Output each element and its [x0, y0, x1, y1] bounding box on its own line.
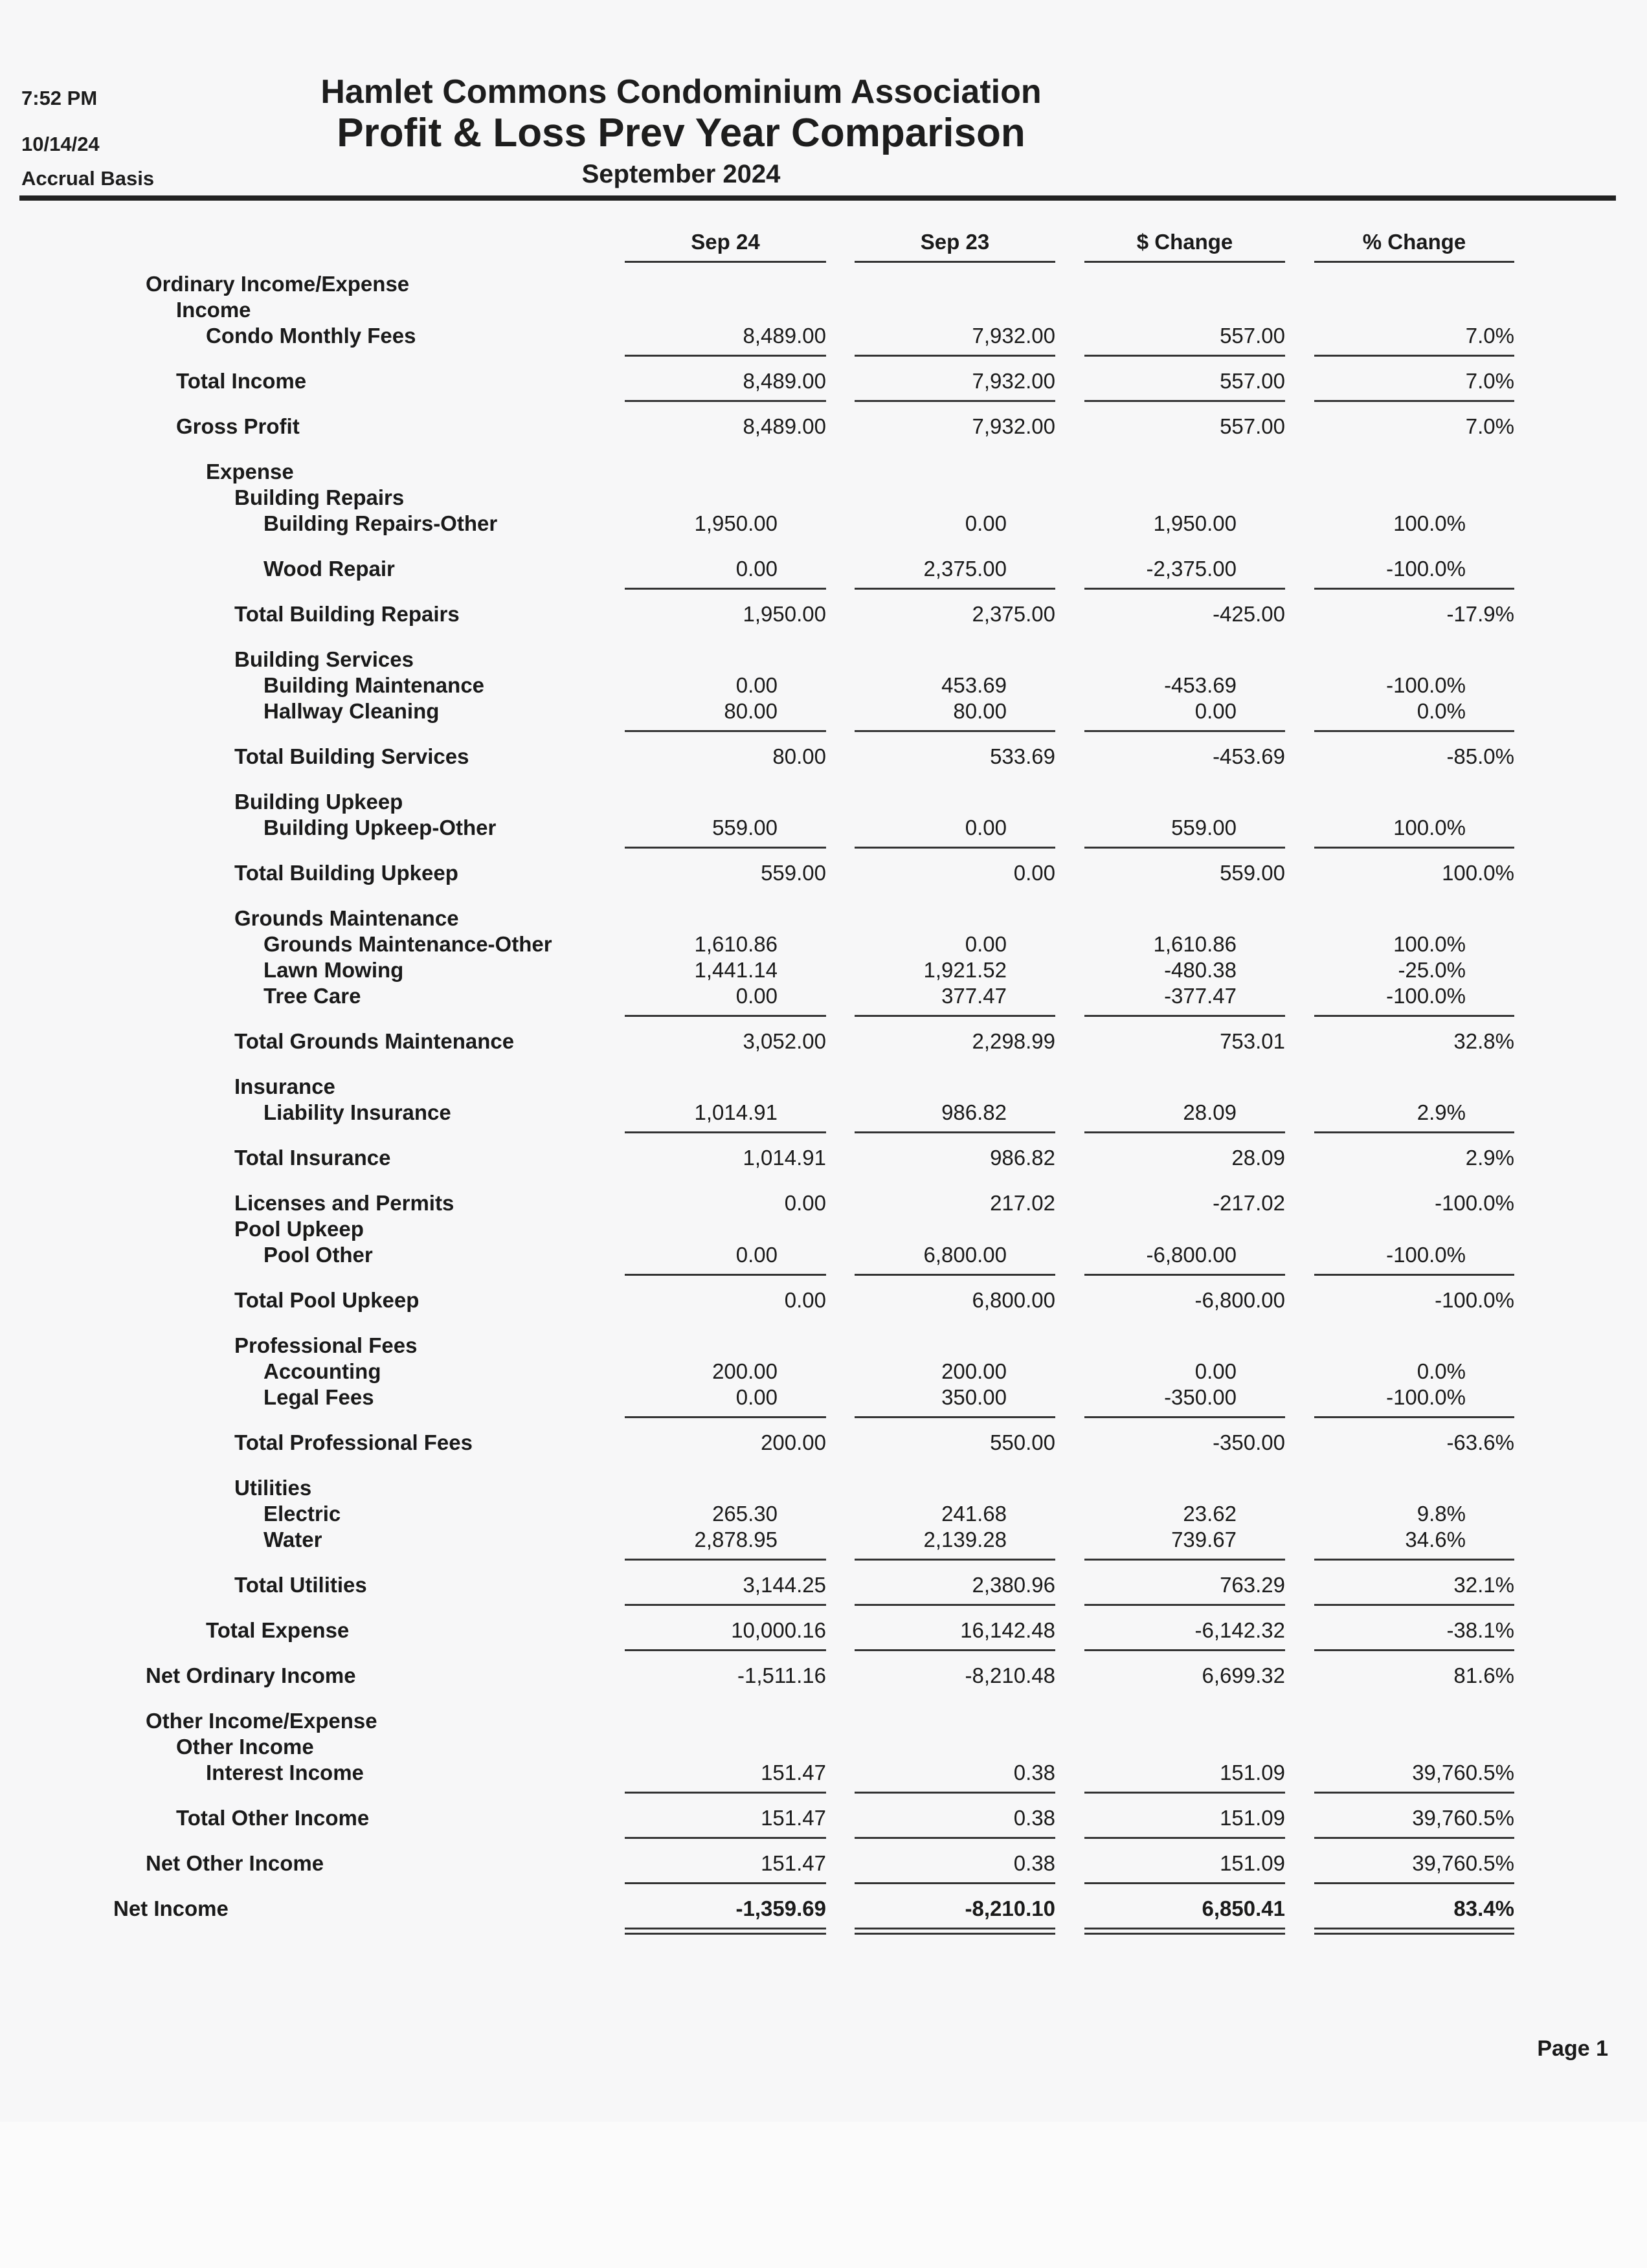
total-underline — [625, 400, 826, 402]
print-date: 10/14/24 — [21, 133, 100, 155]
cell-pct-change: 100.0% — [1393, 511, 1466, 535]
cell-dollar-change: 6,850.41 — [1202, 1896, 1285, 1920]
total-underline — [1314, 1416, 1514, 1418]
cell-sep23: 1,921.52 — [923, 958, 1007, 982]
cell-pct-change: -100.0% — [1386, 1385, 1466, 1409]
cell-sep23: 0.38 — [1013, 1806, 1055, 1830]
cell-sep23: 2,375.00 — [923, 557, 1007, 581]
row-label: Expense — [206, 460, 294, 484]
row-label: Building Maintenance — [263, 673, 485, 697]
total-underline — [625, 1928, 826, 1929]
row-label: Net Income — [113, 1896, 229, 1920]
cell-pct-change: -100.0% — [1386, 984, 1466, 1008]
cell-sep23: 453.69 — [941, 673, 1007, 697]
row-label: Insurance — [234, 1074, 335, 1098]
row-label: Lawn Mowing — [263, 958, 404, 982]
row-label: Building Upkeep-Other — [263, 816, 497, 839]
cell-pct-change: -17.9% — [1446, 602, 1514, 626]
total-underline — [625, 355, 826, 357]
total-underline — [1084, 1837, 1285, 1839]
cell-sep24: 1,610.86 — [694, 932, 778, 956]
total-underline — [1084, 1559, 1285, 1561]
row-label: Other Income — [176, 1735, 314, 1759]
row-label: Total Other Income — [176, 1806, 370, 1830]
cell-sep24: 1,014.91 — [743, 1146, 826, 1170]
row-label: Total Income — [176, 369, 307, 393]
double-underline — [625, 1933, 826, 1935]
total-underline — [1314, 1131, 1514, 1133]
cell-pct-change: 34.6% — [1405, 1528, 1466, 1551]
total-underline — [625, 1274, 826, 1276]
total-underline — [1084, 1416, 1285, 1418]
row-label: Building Repairs — [234, 485, 405, 509]
cell-sep24: 3,052.00 — [743, 1029, 826, 1053]
cell-dollar-change: 28.09 — [1231, 1146, 1285, 1170]
row-label: Wood Repair — [263, 557, 395, 581]
header-rule — [19, 195, 1616, 201]
cell-dollar-change: -6,800.00 — [1146, 1243, 1237, 1267]
row-label: Total Insurance — [234, 1146, 391, 1170]
total-underline — [1314, 1604, 1514, 1606]
cell-sep24: 3,144.25 — [743, 1573, 826, 1597]
cell-sep23: 986.82 — [990, 1146, 1055, 1170]
cell-pct-change: 7.0% — [1465, 369, 1514, 393]
total-underline — [1314, 1882, 1514, 1884]
cell-dollar-change: -453.69 — [1213, 744, 1285, 768]
total-underline — [1314, 588, 1514, 590]
column-header-underline — [1084, 261, 1285, 263]
company-name: Hamlet Commons Condominium Association — [320, 73, 1042, 111]
cell-sep24: 2,878.95 — [694, 1528, 778, 1551]
cell-sep23: 350.00 — [941, 1385, 1007, 1409]
row-label: Legal Fees — [263, 1385, 374, 1409]
cell-sep24: 200.00 — [761, 1430, 826, 1454]
cell-pct-change: 81.6% — [1453, 1663, 1514, 1687]
cell-dollar-change: -217.02 — [1213, 1191, 1285, 1215]
cell-sep23: 0.38 — [1013, 1851, 1055, 1875]
row-label: Tree Care — [263, 984, 361, 1008]
cell-sep23: 6,800.00 — [923, 1243, 1007, 1267]
cell-sep23: 2,380.96 — [972, 1573, 1055, 1597]
cell-pct-change: -85.0% — [1446, 744, 1514, 768]
cell-sep23: -8,210.48 — [965, 1663, 1055, 1687]
row-label: Total Building Upkeep — [234, 861, 458, 885]
total-underline — [855, 1882, 1055, 1884]
cell-pct-change: 39,760.5% — [1412, 1851, 1514, 1875]
cell-dollar-change: 557.00 — [1220, 369, 1285, 393]
cell-sep24: 10,000.16 — [731, 1618, 826, 1642]
total-underline — [855, 1928, 1055, 1929]
cell-pct-change: 7.0% — [1465, 414, 1514, 438]
cell-sep24: 0.00 — [735, 673, 778, 697]
row-label: Pool Upkeep — [234, 1217, 364, 1241]
cell-sep23: 2,298.99 — [972, 1029, 1055, 1053]
double-underline — [1314, 1933, 1514, 1935]
total-underline — [625, 1416, 826, 1418]
cell-pct-change: 100.0% — [1393, 932, 1466, 956]
total-underline — [1314, 847, 1514, 849]
cell-sep23: 550.00 — [990, 1430, 1055, 1454]
cell-dollar-change: 0.00 — [1194, 1359, 1237, 1383]
row-label: Building Services — [234, 647, 414, 671]
cell-sep24: 1,950.00 — [743, 602, 826, 626]
total-underline — [1084, 1649, 1285, 1651]
cell-pct-change: 9.8% — [1417, 1502, 1466, 1526]
print-time: 7:52 PM — [21, 87, 98, 109]
cell-pct-change: 2.9% — [1465, 1146, 1514, 1170]
cell-sep24: 0.00 — [784, 1191, 826, 1215]
cell-pct-change: 83.4% — [1453, 1896, 1514, 1920]
row-label: Total Building Repairs — [234, 602, 460, 626]
cell-pct-change: 0.0% — [1417, 1359, 1466, 1383]
cell-pct-change: 39,760.5% — [1412, 1761, 1514, 1784]
blank-margin — [0, 2122, 1647, 2268]
row-label: Gross Profit — [176, 414, 300, 438]
total-underline — [855, 400, 1055, 402]
cell-sep23: 986.82 — [941, 1100, 1007, 1124]
total-underline — [855, 355, 1055, 357]
total-underline — [1314, 1559, 1514, 1561]
cell-sep23: -8,210.10 — [965, 1896, 1055, 1920]
cell-sep23: 377.47 — [941, 984, 1007, 1008]
cell-dollar-change: 23.62 — [1183, 1502, 1237, 1526]
row-label: Hallway Cleaning — [263, 699, 440, 723]
row-label: Total Building Services — [234, 744, 469, 768]
cell-dollar-change: 1,610.86 — [1153, 932, 1237, 956]
row-label: Pool Other — [263, 1243, 373, 1267]
cell-pct-change: 2.9% — [1417, 1100, 1466, 1124]
total-underline — [855, 1015, 1055, 1017]
cell-sep23: 200.00 — [941, 1359, 1007, 1383]
column-header-underline — [855, 261, 1055, 263]
total-underline — [1314, 1792, 1514, 1794]
total-underline — [855, 588, 1055, 590]
total-underline — [1084, 1604, 1285, 1606]
row-label: Licenses and Permits — [234, 1191, 454, 1215]
cell-dollar-change: 151.09 — [1220, 1761, 1285, 1784]
total-underline — [1084, 847, 1285, 849]
cell-dollar-change: -350.00 — [1213, 1430, 1285, 1454]
total-underline — [1084, 1882, 1285, 1884]
cell-dollar-change: 739.67 — [1171, 1528, 1237, 1551]
cell-dollar-change: 557.00 — [1220, 414, 1285, 438]
row-label: Ordinary Income/Expense — [146, 272, 410, 296]
cell-sep23: 2,139.28 — [923, 1528, 1007, 1551]
cell-sep24: 559.00 — [761, 861, 826, 885]
report-title: Profit & Loss Prev Year Comparison — [337, 111, 1025, 155]
row-label: Utilities — [234, 1476, 312, 1500]
total-underline — [625, 847, 826, 849]
row-label: Total Utilities — [234, 1573, 367, 1597]
total-underline — [855, 1792, 1055, 1794]
cell-pct-change: -100.0% — [1386, 1243, 1466, 1267]
cell-sep24: 151.47 — [761, 1761, 826, 1784]
cell-dollar-change: 559.00 — [1220, 861, 1285, 885]
cell-dollar-change: 6,699.32 — [1202, 1663, 1285, 1687]
cell-sep23: 0.00 — [965, 816, 1007, 839]
row-label: Electric — [263, 1502, 341, 1526]
cell-sep23: 6,800.00 — [972, 1288, 1055, 1312]
cell-dollar-change: -453.69 — [1164, 673, 1237, 697]
cell-dollar-change: 557.00 — [1220, 324, 1285, 348]
cell-sep24: 0.00 — [784, 1288, 826, 1312]
cell-dollar-change: -377.47 — [1164, 984, 1237, 1008]
total-underline — [625, 1559, 826, 1561]
cell-dollar-change: -480.38 — [1164, 958, 1237, 982]
total-underline — [855, 1604, 1055, 1606]
cell-sep23: 217.02 — [990, 1191, 1055, 1215]
cell-dollar-change: 559.00 — [1171, 816, 1237, 839]
double-underline — [1084, 1933, 1285, 1935]
cell-sep24: 8,489.00 — [743, 324, 826, 348]
cell-sep24: -1,359.69 — [735, 1896, 826, 1920]
row-label: Other Income/Expense — [146, 1709, 377, 1733]
cell-sep23: 0.00 — [965, 511, 1007, 535]
cell-dollar-change: 753.01 — [1220, 1029, 1285, 1053]
cell-dollar-change: -2,375.00 — [1146, 557, 1237, 581]
total-underline — [1084, 1131, 1285, 1133]
total-underline — [855, 1416, 1055, 1418]
total-underline — [1084, 1015, 1285, 1017]
row-label: Total Grounds Maintenance — [234, 1029, 515, 1053]
cell-pct-change: 32.8% — [1453, 1029, 1514, 1053]
row-label: Income — [176, 298, 251, 322]
column-header: Sep 23 — [920, 230, 990, 254]
row-label: Interest Income — [206, 1761, 364, 1784]
total-underline — [855, 1559, 1055, 1561]
cell-sep23: 0.00 — [965, 932, 1007, 956]
cell-sep23: 7,932.00 — [972, 324, 1055, 348]
total-underline — [1084, 1274, 1285, 1276]
total-underline — [625, 1131, 826, 1133]
column-header: $ Change — [1136, 230, 1233, 254]
cell-pct-change: 0.0% — [1417, 699, 1466, 723]
cell-sep24: 8,489.00 — [743, 414, 826, 438]
cell-dollar-change: -6,800.00 — [1194, 1288, 1285, 1312]
cell-pct-change: -38.1% — [1446, 1618, 1514, 1642]
cell-sep23: 16,142.48 — [960, 1618, 1055, 1642]
cell-pct-change: -63.6% — [1446, 1430, 1514, 1454]
cell-dollar-change: 151.09 — [1220, 1851, 1285, 1875]
cell-sep23: 80.00 — [953, 699, 1007, 723]
total-underline — [625, 1649, 826, 1651]
cell-sep24: 200.00 — [712, 1359, 778, 1383]
row-label: Net Ordinary Income — [146, 1663, 356, 1687]
column-header-underline — [1314, 261, 1514, 263]
cell-sep23: 241.68 — [941, 1502, 1007, 1526]
cell-sep24: 0.00 — [735, 557, 778, 581]
cell-pct-change: 100.0% — [1442, 861, 1514, 885]
accounting-basis: Accrual Basis — [21, 167, 155, 190]
row-label: Grounds Maintenance — [234, 906, 459, 930]
cell-sep23: 7,932.00 — [972, 414, 1055, 438]
cell-pct-change: -100.0% — [1435, 1191, 1514, 1215]
cell-sep23: 0.38 — [1013, 1761, 1055, 1784]
cell-sep24: 265.30 — [712, 1502, 778, 1526]
cell-dollar-change: 28.09 — [1183, 1100, 1237, 1124]
cell-pct-change: -100.0% — [1386, 557, 1466, 581]
row-label: Building Upkeep — [234, 790, 403, 814]
total-underline — [625, 730, 826, 732]
double-underline — [855, 1933, 1055, 1935]
total-underline — [855, 1131, 1055, 1133]
row-label: Building Repairs-Other — [263, 511, 498, 535]
total-underline — [1314, 400, 1514, 402]
row-label: Water — [263, 1528, 322, 1551]
total-underline — [1314, 1837, 1514, 1839]
cell-pct-change: 39,760.5% — [1412, 1806, 1514, 1830]
total-underline — [625, 1792, 826, 1794]
cell-pct-change: -25.0% — [1398, 958, 1466, 982]
cell-sep24: 1,950.00 — [694, 511, 778, 535]
total-underline — [1314, 1015, 1514, 1017]
page-number: Page 1 — [1537, 2036, 1608, 2061]
total-underline — [1314, 1928, 1514, 1929]
total-underline — [625, 1882, 826, 1884]
cell-pct-change: -100.0% — [1435, 1288, 1514, 1312]
total-underline — [1084, 1792, 1285, 1794]
column-header: Sep 24 — [691, 230, 760, 254]
report-period: September 2024 — [581, 160, 781, 188]
row-label: Total Pool Upkeep — [234, 1288, 420, 1312]
cell-sep24: 151.47 — [761, 1851, 826, 1875]
total-underline — [1084, 1928, 1285, 1929]
row-label: Professional Fees — [234, 1333, 418, 1357]
cell-sep24: 80.00 — [724, 699, 778, 723]
cell-sep24: -1,511.16 — [737, 1663, 826, 1687]
total-underline — [1314, 1649, 1514, 1651]
total-underline — [855, 847, 1055, 849]
cell-sep23: 7,932.00 — [972, 369, 1055, 393]
total-underline — [1084, 355, 1285, 357]
total-underline — [855, 1837, 1055, 1839]
cell-sep23: 0.00 — [1013, 861, 1055, 885]
cell-dollar-change: 0.00 — [1194, 699, 1237, 723]
cell-pct-change: 7.0% — [1465, 324, 1514, 348]
cell-dollar-change: -350.00 — [1164, 1385, 1237, 1409]
total-underline — [1084, 730, 1285, 732]
cell-sep24: 151.47 — [761, 1806, 826, 1830]
total-underline — [1084, 588, 1285, 590]
cell-sep24: 0.00 — [735, 1243, 778, 1267]
row-label: Condo Monthly Fees — [206, 324, 416, 348]
total-underline — [1314, 355, 1514, 357]
total-underline — [625, 1837, 826, 1839]
total-underline — [625, 1604, 826, 1606]
cell-pct-change: 100.0% — [1393, 816, 1466, 839]
cell-sep24: 559.00 — [712, 816, 778, 839]
cell-sep24: 1,014.91 — [694, 1100, 778, 1124]
cell-sep24: 80.00 — [772, 744, 826, 768]
total-underline — [855, 1649, 1055, 1651]
cell-sep24: 0.00 — [735, 984, 778, 1008]
cell-pct-change: 32.1% — [1453, 1573, 1514, 1597]
total-underline — [1314, 730, 1514, 732]
cell-sep23: 2,375.00 — [972, 602, 1055, 626]
row-label: Liability Insurance — [263, 1100, 451, 1124]
column-header-underline — [625, 261, 826, 263]
cell-dollar-change: 763.29 — [1220, 1573, 1285, 1597]
cell-dollar-change: 1,950.00 — [1153, 511, 1237, 535]
row-label: Total Expense — [206, 1618, 350, 1642]
row-label: Accounting — [263, 1359, 381, 1383]
row-label: Net Other Income — [146, 1851, 324, 1875]
cell-sep24: 0.00 — [735, 1385, 778, 1409]
total-underline — [1084, 400, 1285, 402]
total-underline — [855, 730, 1055, 732]
cell-sep23: 533.69 — [990, 744, 1055, 768]
total-underline — [625, 1015, 826, 1017]
cell-dollar-change: -6,142.32 — [1194, 1618, 1285, 1642]
row-label: Total Professional Fees — [234, 1430, 473, 1454]
cell-sep24: 8,489.00 — [743, 369, 826, 393]
cell-dollar-change: 151.09 — [1220, 1806, 1285, 1830]
cell-dollar-change: -425.00 — [1213, 602, 1285, 626]
cell-sep24: 1,441.14 — [694, 958, 778, 982]
column-header: % Change — [1362, 230, 1466, 254]
total-underline — [625, 588, 826, 590]
total-underline — [855, 1274, 1055, 1276]
row-label: Grounds Maintenance-Other — [263, 932, 552, 956]
cell-pct-change: -100.0% — [1386, 673, 1466, 697]
total-underline — [1314, 1274, 1514, 1276]
